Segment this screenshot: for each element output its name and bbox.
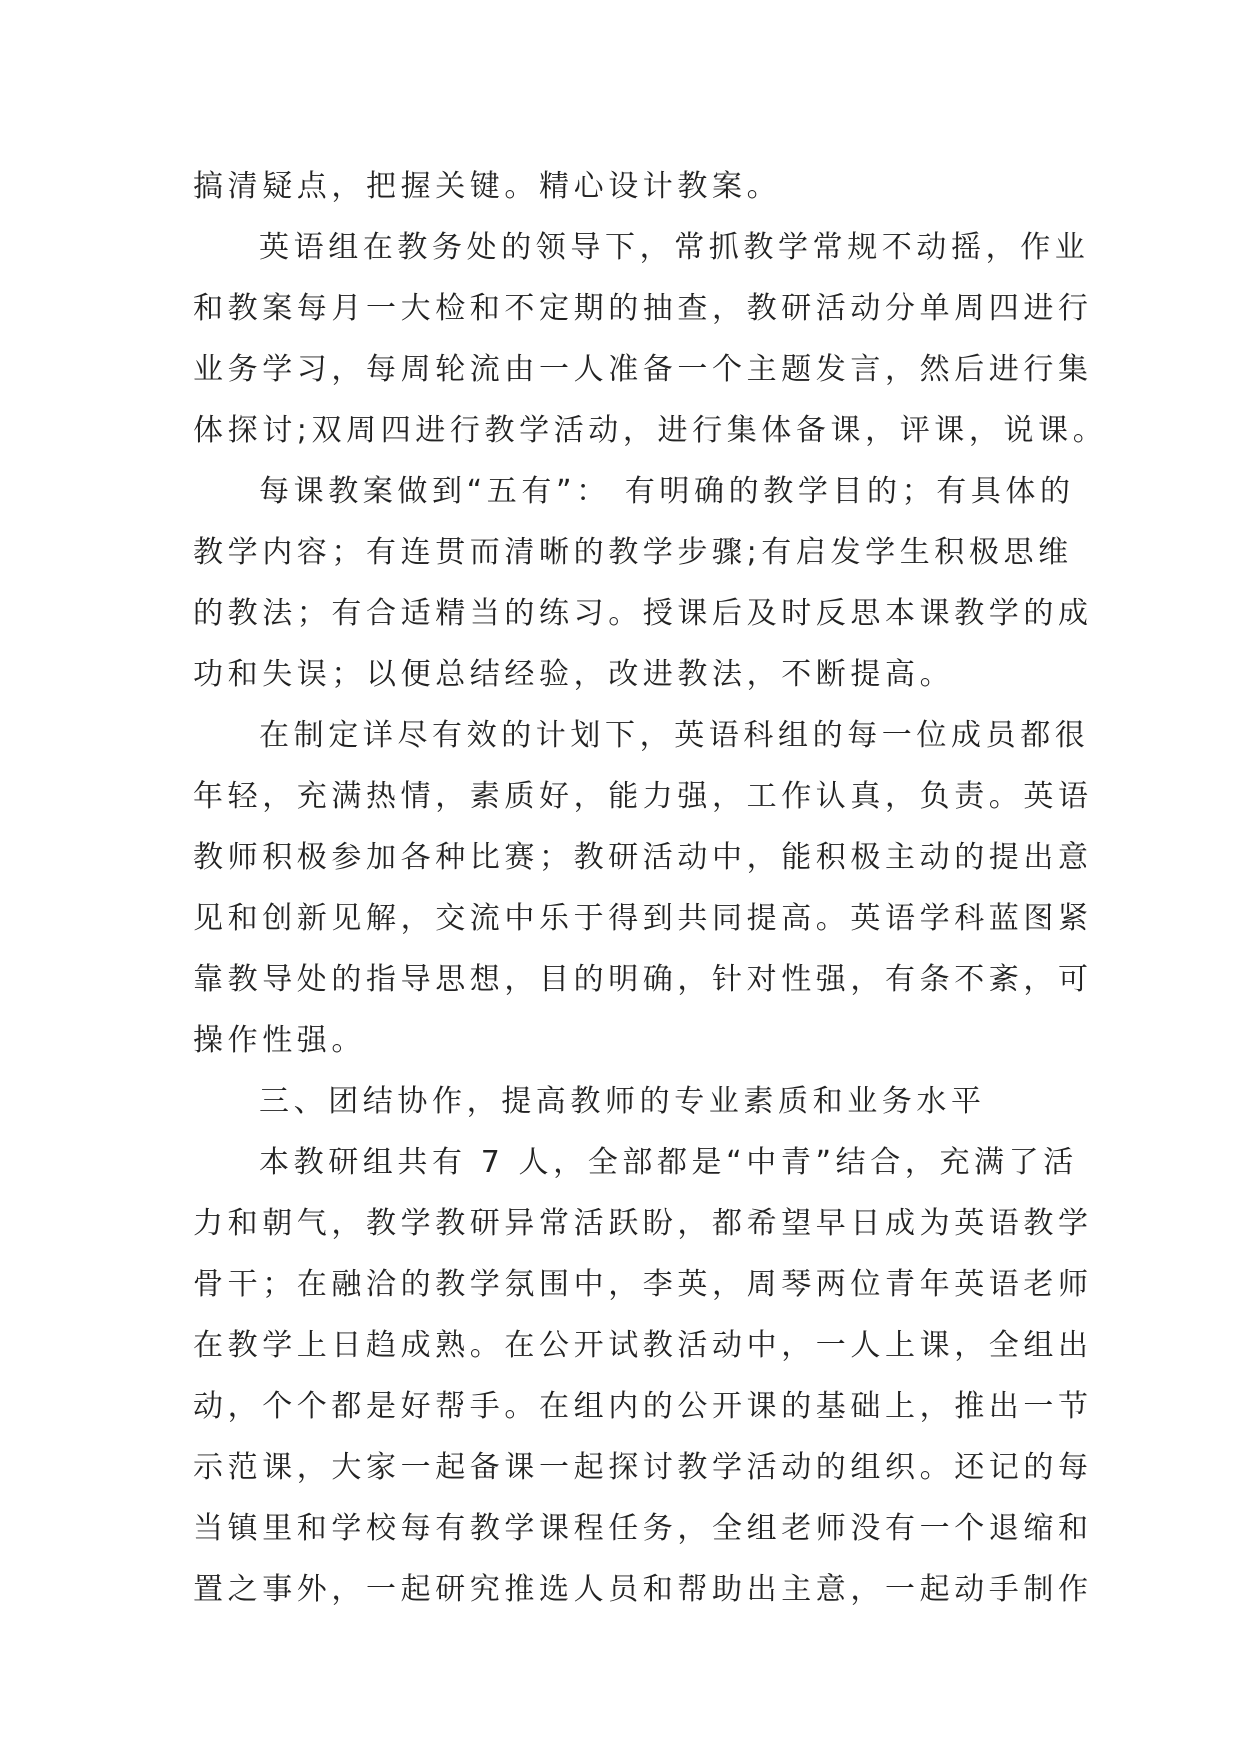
section-heading: 三、团结协作，提高教师的专业素质和业务水平 (259, 1084, 986, 1119)
text-line: 功和失误；以便总结经验，改进教法，不断提高。 (193, 657, 955, 692)
text-line: 英语组在教务处的领导下，常抓教学常规不动摇，作业 (259, 230, 1090, 265)
text-line: 体探讨;双周四进行教学活动，进行集体备课，评课，说课。 (193, 413, 1108, 448)
text-line: 动，个个都是好帮手。在组内的公开课的基础上，推出一节 (193, 1389, 1093, 1424)
text-line: 置之事外，一起研究推选人员和帮助出主意，一起动手制作 (193, 1572, 1093, 1607)
text-line: 在教学上日趋成熟。在公开试教活动中，一人上课，全组出 (193, 1328, 1093, 1363)
text-line: 年轻，充满热情，素质好，能力强，工作认真，负责。英语 (193, 779, 1093, 814)
text-line: 教师积极参加各种比赛；教研活动中，能积极主动的提出意 (193, 840, 1093, 875)
text-line: 本教研组共有 7 人，全部都是“中青”结合，充满了活 (259, 1145, 1078, 1180)
text-line: 和教案每月一大检和不定期的抽查，教研活动分单周四进行 (193, 291, 1093, 326)
text-line: 力和朝气，教学教研异常活跃盼，都希望早日成为英语教学 (193, 1206, 1093, 1241)
text-line: 搞清疑点，把握关键。精心设计教案。 (193, 169, 782, 204)
text-line: 骨干；在融洽的教学氛围中，李英，周琴两位青年英语老师 (193, 1267, 1093, 1302)
text-line: 在制定详尽有效的计划下，英语科组的每一位成员都很 (259, 718, 1090, 753)
text-line: 当镇里和学校每有教学课程任务，全组老师没有一个退缩和 (193, 1511, 1093, 1546)
text-line: 操作性强。 (193, 1023, 366, 1058)
text-line: 的教法；有合适精当的练习。授课后及时反思本课教学的成 (193, 596, 1093, 631)
text-line: 每课教案做到“五有”： 有明确的教学目的；有具体的 (259, 474, 1075, 509)
text-line: 示范课，大家一起备课一起探讨教学活动的组织。还记的每 (193, 1450, 1093, 1485)
text-line: 见和创新见解，交流中乐于得到共同提高。英语学科蓝图紧 (193, 901, 1093, 936)
body-text (193, 156, 1108, 1620)
text-line: 业务学习，每周轮流由一人准备一个主题发言，然后进行集 (193, 352, 1093, 387)
text-line: 靠教导处的指导思想，目的明确，针对性强，有条不紊，可 (193, 962, 1093, 997)
text-line: 教学内容；有连贯而清晰的教学步骤;有启发学生积极思维 (193, 535, 1073, 570)
